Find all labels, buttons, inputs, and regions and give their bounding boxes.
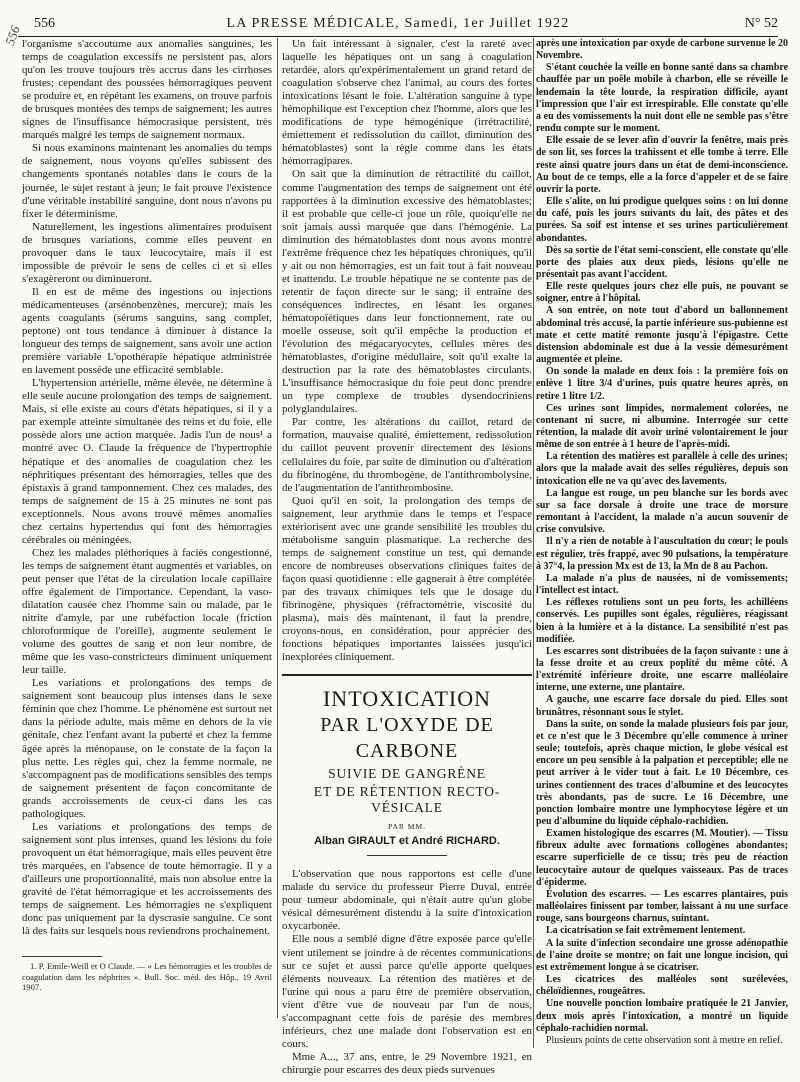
separator-rule	[367, 855, 447, 856]
column-divider-1	[277, 38, 278, 1018]
paragraph: Elle s'alite, on lui prodigue quelques soins : on lui donne du café, puis les jours suivants du lait, des pâtes et des purées. Sa soif est intense et ses urines particulièrement abondantes.	[536, 196, 788, 244]
column-2	[282, 38, 532, 1077]
paragraph: Évolution des escarres. — Les escarres plantaires, puis malléolaires finissent par tomber, laissant à nu une surface rouge, sans bourgeons charnus, suintant.	[536, 888, 788, 925]
paragraph: Naturellement, les ingestions alimentaires produisent de brusques variations, comme elles peuvent en provoquer dans le taux leucocytaire, mais il est impossible de prévoir le sens de celles ci et si elles s'exagèreront ou diminueront.	[22, 220, 272, 285]
column-3	[536, 38, 788, 1047]
paragraph: On sait que la diminution de rétractilité du caillot, comme l'augmentation des temps de saignement ont été rapportées à la diminution excessive des hématoblastes; il est probable que celle-ci joue un rôle, quoiqu'elle ne soit jamais aussi marquée que dans l'hémogénie. La diminution des hématoblastes dont nous avons montré l'extrême fréquence chez les hépatiques chroniques, qu'il y ait ou non hémorragies, est un fait tout à fait nouveau et inattendu. Le trouble hépatique ne se contente pas de retentir de façon directe sur le sang; il entraîne des conséquences indirectes, en lésant les organes hématopoïétiques dans leur fonctionnement, rate ou moelle osseuse, soit qu'il empêche la production et l'évolution des mégacaryocytes, cellules mères des hématoblastes, d'origine médullaire, soit qu'il exalte la destruction par la rate des hématoblastes circulants. L'insuffisance hémocrasique du foie peut donc prendre un type complexe de troubles dysendocriniens polyglandulaires.	[282, 168, 532, 416]
paragraph: La malade n'a plus de nausées, ni de vomissements; l'intellect est intact.	[536, 572, 788, 597]
article-title-line-2: PAR L'OXYDE DE CARBONE	[320, 714, 494, 763]
paragraph: Par contre, les altérations du caillot, retard de formation, mauvaise qualité, émiettement, redissolution du caillot peuvent provenir directement des lésions cellulaires du foie, par suite de diminution ou d'altération du fibrinogène, du thrombogène, de l'antithrombolysine, de l'augmentation de l'antithrombosine.	[282, 416, 532, 494]
paragraph: Elle nous a semblé digne d'être exposée parce qu'elle vient utilement se joindre à de récentes communications sur ce sujet et aussi parce qu'elle apporte quelques éléments nouveaux. La rétention des matières et de l'urine qui nous a paru être de première observation, vient d'être vue de nouveau par l'un de nous, s'accompagnant cette fois de parésie des membres inférieurs, chez une malade dont l'observation est en cours.	[282, 933, 532, 1050]
paragraph: La rétention des matières est parallèle à celle des urines; alors que la malade avait des selles régulières, depuis son intoxication elle ne va qu'avec des lavements.	[536, 451, 788, 487]
paragraph: Une nouvelle ponction lombaire pratiquée le 21 Janvier, deux mois après l'intoxication, a montré un liquide céphalo-rachidien normal.	[536, 998, 788, 1034]
paragraph: Les variations et prolongations des temps de saignement sont plus intenses, quand les lésions du foie provoquent un état hémorragique, mais elles peuvent être très marquées, en l'absence de toute hémorragie. Il y a d'ailleurs une proportionnalité, mais non absolue entre la gravité de l'état hémorragique et les accroissements des temps de saignement. Les hémorragies ne s'expliquent donc pas uniquement par la dyscrasie sanguine. Ce sont là des faits sur lesquels nous reviendrons prochainement.	[22, 820, 272, 938]
footnote-rule	[22, 956, 102, 957]
paragraph: l'organisme s'accoutume aux anomalies sanguines, les temps de coagulation excessifs ne persistent pas, alors qu'on les trouve toujours très accrus dans les cirrhoses frustes; cependant des poussées hémorragiques peuvent se produire et, en répétant les examens, on trouve parfois de brusques montées des temps de saignement; les autres signes de l'insuffisance hémocrasique persistent, très marqués malgré les temps de saignement normaux.	[22, 38, 272, 142]
paragraph: après une intoxication par oxyde de carbone survenue le 20 Novembre.	[536, 38, 788, 62]
paragraph: Examen histologique des escarres (M. Moutier). — Tissu fibreux adulte avec formations collogènes abondantes; escarre superficielle de ce tissu; très peu de réaction leucocytaire autour de quelques vaisseaux. Pas de traces d'épiderme.	[536, 828, 788, 888]
paragraph: Il n'y a rien de notable à l'auscultation du cœur; le pouls est régulier, très frappé, avec 90 pulsations, la température à 37°4, la pression Mx est de 13, la Mn de 8 au Pachon.	[536, 536, 788, 572]
article-subtitle-line-2: ET DE RÉTENTION RECTO-VÉSICALE	[313, 784, 501, 816]
paragraph: Les réflexes rotuliens sont un peu forts, les achilléens conservés. Les pupilles sont égales, régulières, réagissant bien à la lumière et à la distance. La sensibilité n'est pas modifiée.	[536, 597, 788, 645]
paragraph: Les escarres sont distribuées de la façon suivante : une à la fesse droite et au creux poplité du même côté. A l'extrémité inférieure droite, une escarre malléolaire interne, une externe, une plantaire.	[536, 645, 788, 694]
paragraph: L'hypertension artérielle, même élevée, ne détermine à elle seule aucune prolongation des temps de saignement. Mais, si elle existe au cours d'états hépatiques, si il y a par exemple atteinte simultanée des reins et du foie, elle possède alors une action marquée. Jadis l'un de nous¹ a montré avec O. Claude la fréquence de l'hypertrophie hépatique et des anomalies de coagulation chez les néphritiques présentant des hémorragies, telles que des épistaxis à grand tamponnement. Chez ces malades, des temps de saignement de 15 à 25 minutes ne sont pas exceptionnels. Nous avons trouvé mêmes anomalies chez certains hypertendus qui font des hémorragies cérébrales ou méningées.	[22, 377, 272, 546]
handwritten-margin-note: 556	[2, 23, 23, 48]
paragraph: Les variations et prolongations des temps de saignement sont beaucoup plus intenses dans le sexe féminin que chez l'homme. Le phénomène est surtout net dans la période adulte, mais même en dehors de la vie génitale, chez l'enfant avant la puberté et chez la femme âgée après la ménopause, on le constate de la façon la plus nette. Les règles qui, chez la femme normale, ne s'accompagnent pas de modifications sensibles des temps de saignement présentent de façon concomitante de grands accroissements de ceux-ci dans les cas pathologiques.	[22, 677, 272, 820]
paragraph: Ces urines sont limpides, normalement colorées, ne contenant ni sucre, ni albumine. Interrogée sur cette rétention, la malade dit avoir uriné volontairement le jour même de son entrée à 1 heure de l'après-midi.	[536, 402, 788, 451]
paragraph: A son entrée, on note tout d'abord un ballonnement abdominal très accusé, la partie inférieure sus-pubienne est mate et cette matité remonte jusqu'à l'épigastre. Cette distension abdominale est due à la vessie démesurément augmentée et pleine.	[536, 305, 788, 366]
article-authors: Alban GIRAULT et André RICHARD.	[314, 835, 500, 848]
paragraph: Les cicatrices des malléoles sont surélevées, chéloïdiennes, rougeâtres.	[536, 974, 788, 998]
running-header	[18, 14, 778, 37]
paragraph: Dès sa sortie de l'état semi-conscient, elle constate qu'elle porte des plaies aux deux pieds, lésions qu'elle ne présentait pas avant l'accident.	[536, 244, 788, 280]
page-number: 556	[34, 16, 55, 31]
paragraph: On sonde la malade en deux fois : la première fois on enlève 1 litre 3/4 d'urines, puis quatre heures après, on retire 1 litre 1/2.	[536, 366, 788, 402]
paragraph: Si nous examinons maintenant les anomalies du temps de saignement, nous voyons qu'elles subissent des changements spontanés notables dans le cours de la journée, le sujet restant à jeun; le fait prouve l'existence d'une véritable instabilité sanguine, dont nous n'avons pu fixer le déterminisme.	[22, 142, 272, 220]
footnote: 1. P. Emile-Weill et O Claude. — « Les hémorragies et les troubles de coagulation dans les néphrites ». Bull. Soc. méd. des Hôp., 19 Avril 1907.	[22, 961, 272, 993]
journal-title: LA PRESSE MÉDICALE, Samedi, 1er Juillet 1922	[226, 16, 570, 31]
paragraph: La langue est rouge, un peu blanche sur les bords avec sur sa face dorsale à droite une trace de morsure remontant à l'accident, la malade n'a aucun souvenir de crise convulsive.	[536, 487, 788, 536]
paragraph: S'étant couchée la veille en bonne santé dans sa chambre chauffée par un poêle mobile à charbon, elle se réveille le lendemain la tête lourde, la respiration difficile, ayant l'impression que l'air est irrespirable. Elle constate qu'elle a eu des vomissements la nuit dont elle ne semble pas s'être rendu compte sur le moment.	[536, 62, 788, 135]
paragraph: A gauche, une escarre face dorsale du pied. Elles sont brunâtres, résonnant sous le stylet.	[536, 694, 788, 718]
paragraph: L'observation que nous rapportons est celle d'une malade du service du professeur Pierre Duval, entrée pour tumeur abdominale, qui n'était autre qu'un globe vésical démesurément distendu à la suite d'intoxication oxycarbonée.	[282, 868, 532, 933]
paragraph: Elle essaie de se lever afin d'ouvrir la fenêtre, mais près de son lit, ses forces la trahissent et elle tombe à terre. Elle reste ainsi quatre jours dans un état de demi-inconscience. Au bout de ce temps, elle a la force d'appeler et de se faire ouvrir la porte.	[536, 135, 788, 195]
paragraph: Il en est de même des ingestions ou injections médicamenteuses (arsénobenzènes, mercure); mais les agents coagulants (sérums sanguins, sang complet, peptone) ont tous tendance à diminuer à distance la longueur des temps de saignement, sans avoir une action première variable L'opothérapie hépatique administrée en lavement possède une efficacité semblable.	[22, 285, 272, 377]
article-title: INTOXICATION	[322, 686, 492, 712]
paragraph: Elle reste quelques jours chez elle puis, ne pouvant se soigner, entre à l'hôpital.	[536, 281, 788, 305]
paragraph: A la suite d'infection secondaire une grosse adénopathie de l'aine droite se montre; on fait une longue incision, qui est extrêmement longue à se cicatriser.	[536, 937, 788, 973]
paragraph: Mme A..., 37 ans, entre, le 29 Novembre 1921, en chirurgie pour escarres des deux pieds survenues	[282, 1050, 532, 1076]
article-heading	[282, 674, 532, 856]
paragraph: Plusieurs points de cette observation sont à mettre en relief.	[546, 1034, 783, 1046]
byline-prefix: PAR MM.	[388, 822, 426, 832]
paragraph: Un fait intéressant à signaler, c'est la rareté avec laquelle les hépatiques ont un sang à coagulation retardée, alors qu'expérimentalement un grand retard de coagulation s'observe chez l'animal, au cours des fortes intoxications lésant le foie. L'altération sanguine à type hémophilique est l'exception chez l'homme, alors que les modifications de type hémogénique (irrétractilité, émiettement et redissolution du caillot, diminution des hématoblastes) sont la règle comme dans les états hémorragipares.	[282, 38, 532, 168]
paragraph: Quoi qu'il en soit, la prolongation des temps de saignement, leur arythmie dans le temps et l'espace extériorisent avec une grande sensibilité les troubles du métabolisme sanguin plasmatique. La recherche des temps de saignement constitue un test, qui demande encore de nombreuses observations cliniques faites de façon quasi quotidienne : elle gagnerait à être complétée par des travaux chimiques tels que le dosage du fibrinogène, physiques (réfractométrie, viscosité du plasma), mais dès maintenant, il faut la prendre, croyons-nous, en considération, pour apprécier des fonctions hépatiques importantes laissées jusqu'ici inexplorées cliniquement.	[282, 494, 532, 664]
article-subtitle: SUIVIE DE GANGRÈNE	[328, 766, 486, 782]
column-divider-2	[533, 38, 534, 1048]
issue-number: N° 52	[744, 16, 778, 31]
paragraph: Chez les malades pléthoriques à faciès congestionné, les temps de saignement étant augmentés et variables, on peut penser que l'état de la circulation locale capillaire offre également de l'importance. Cependant, la vaso-dilatation causée chez l'homme sain ou malade, par le nitrite d'amyle, par une rubéfaction locale (friction chloroformique de l'oreille), augmente seulement le volume des gouttes de sang et non leur nombre, de même que les vaso-constricteurs diminuent uniquement leur taille.	[22, 546, 272, 677]
column-1	[22, 38, 272, 993]
paragraph: La cicatrisation se fait extrêmement lentement.	[546, 925, 746, 937]
paragraph: Dans la suite, on sonde la malade plusieurs fois par jour, et ce n'est que le 3 Décembre qu'elle commence à uriner seule; toutefois, après chaque miction, le globe vésical est encore un peu sensible à la palpation et perceptible; elle ne peut arriver à le vider tout à fait. Le 10 Décembre, ces urines contiennent des traces d'albumine et des leucocytes très abondants, pas de sucre. Le 16 Décembre, une ponction lombaire montre une lymphocytose légère et un peu d'albumine du liquide céphalo-rachidien.	[536, 718, 788, 827]
